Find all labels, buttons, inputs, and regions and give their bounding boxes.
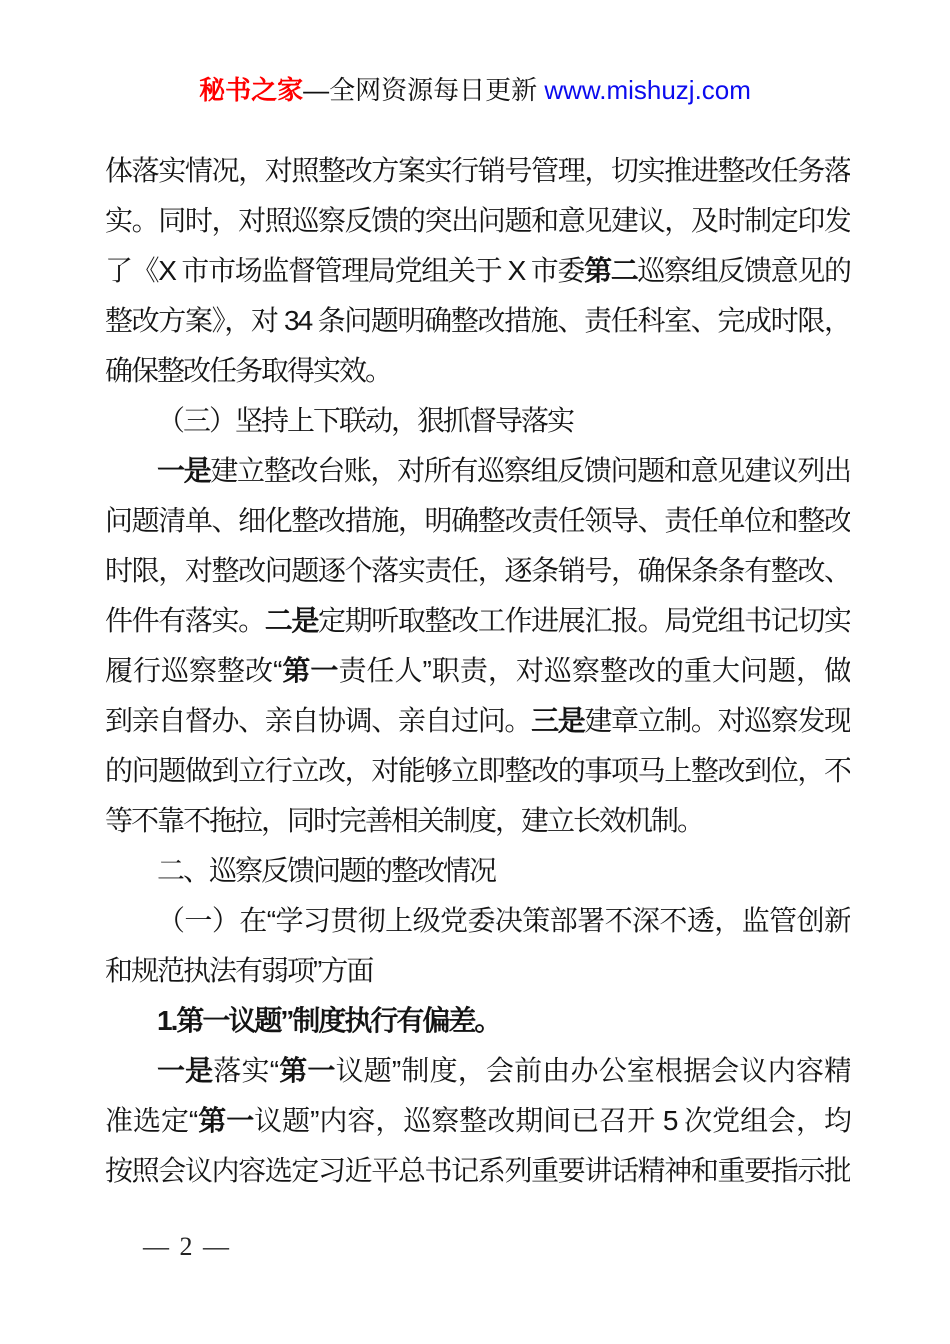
- text-run: 实。同时，对照巡察反馈的突出问题和意见建议，及时制定印发: [105, 205, 850, 236]
- text-run: 建立整改台账，对所有巡察组反馈问题和意见建议列出: [210, 455, 850, 486]
- text-run: 时限，对整改问题逐个落实责任，逐条销号，确保条条有整改、: [105, 555, 850, 586]
- text-run: （三）坚持上下联动，狠抓督导落实: [157, 405, 574, 436]
- document-body: [105, 146, 850, 1196]
- text-line: [105, 996, 850, 1046]
- text-run: 履行巡察整改“: [105, 655, 281, 686]
- text-run: 按照会议内容选定习近平总书记系列重要讲话精神和重要指示批: [105, 1155, 850, 1186]
- tagline-text: —全网资源每日更新: [303, 75, 545, 105]
- bold-text-run: 第一: [280, 655, 339, 686]
- text-run: 二、巡察反馈问题的整改情况: [157, 855, 496, 886]
- text-line: [105, 346, 850, 396]
- bold-text-run: 一是: [157, 1055, 214, 1086]
- text-run: 体落实情况，对照整改方案实行销号管理，切实推进整改任务落: [105, 155, 850, 186]
- text-run: 的问题做到立行立改，对能够立即整改的事项马上整改到位，不: [105, 755, 850, 786]
- text-line: [105, 496, 850, 546]
- text-line: [105, 796, 850, 846]
- bold-text-run: 第一: [277, 1055, 336, 1086]
- text-run: 议题”内容，巡察整改期间已召开 5 次党组会，均: [254, 1105, 850, 1136]
- bold-text-run: 第一: [196, 1105, 255, 1136]
- text-line: [105, 1096, 850, 1146]
- text-run: 巡察组反馈意见的: [637, 255, 850, 286]
- page-number: — 2 —: [143, 1232, 231, 1261]
- text-line: [105, 396, 850, 446]
- site-header: [0, 74, 950, 106]
- text-line: [105, 196, 850, 246]
- text-run: 准选定“: [105, 1105, 197, 1136]
- text-line: [105, 146, 850, 196]
- bold-text-run: 一是: [157, 455, 211, 486]
- site-url[interactable]: www.mishuzj.com: [544, 75, 751, 105]
- text-run: （一）在“学习贯彻上级党委决策部署不深不透，监管创新: [157, 905, 850, 936]
- text-run: 件件有落实。: [105, 605, 265, 636]
- bold-text-run: 三是: [531, 705, 585, 736]
- bold-text-run: 二是: [264, 605, 319, 636]
- text-run: 定期听取整改工作进展汇报。局党组书记切实: [318, 605, 850, 636]
- text-line: [105, 596, 850, 646]
- text-run: 和规范执法有弱项”方面: [105, 955, 373, 986]
- text-line: [105, 896, 850, 946]
- text-run: 议题”制度，会前由办公室根据会议内容精: [335, 1055, 850, 1086]
- bold-text-run: 1.第一议题”制度执行有偏差。: [157, 1005, 501, 1036]
- text-line: [105, 746, 850, 796]
- text-run: 落实“: [213, 1055, 278, 1086]
- text-run: 建章立制。对巡察发现: [584, 705, 850, 736]
- text-line: [105, 696, 850, 746]
- text-run: 确保整改任务取得实效。: [105, 355, 392, 386]
- text-line: [105, 446, 850, 496]
- text-run: 整改方案》，对 34 条问题明确整改措施、责任科室、完成时限，: [105, 305, 850, 336]
- text-line: [105, 246, 850, 296]
- text-line: [105, 646, 850, 696]
- text-run: 到亲自督办、亲自协调、亲自过问。: [105, 705, 532, 736]
- bold-text-run: 第二: [584, 255, 638, 286]
- text-line: [105, 296, 850, 346]
- text-line: [105, 946, 850, 996]
- brand-text: 秘书之家: [199, 75, 304, 105]
- text-line: [105, 1146, 850, 1196]
- text-run: 问题清单、细化整改措施，明确整改责任领导、责任单位和整改: [105, 505, 850, 536]
- text-run: 责任人”职责，对巡察整改的重大问题，做: [338, 655, 850, 686]
- text-line: [105, 1046, 850, 1096]
- text-run: 等不靠不拖拉，同时完善相关制度，建立长效机制。: [105, 805, 704, 836]
- text-line: [105, 846, 850, 896]
- text-line: [105, 546, 850, 596]
- text-run: 了《X 市市场监督管理局党组关于 X 市委: [105, 255, 585, 286]
